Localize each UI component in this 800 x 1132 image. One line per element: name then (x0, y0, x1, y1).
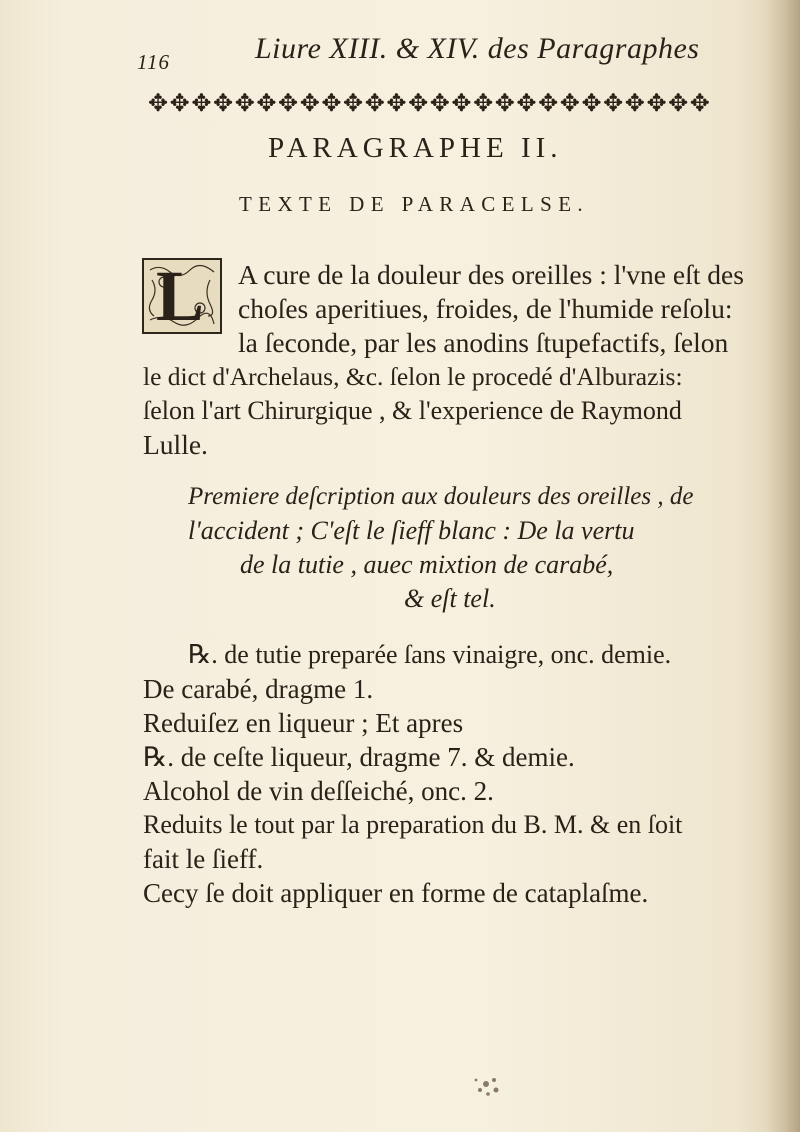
paragraph-heading: PARAGRAPHE II. (268, 132, 563, 164)
ornament-flower-icon: ✥ (473, 90, 492, 117)
ornament-flower-icon: ✥ (668, 90, 687, 117)
ornament-flower-icon: ✥ (603, 90, 622, 117)
ornament-flower-icon: ✥ (343, 90, 362, 117)
ornament-flower-icon: ✥ (494, 90, 513, 117)
page-number: 116 (137, 50, 170, 74)
ornament-flower-icon: ✥ (581, 90, 600, 117)
ornament-flower-icon: ✥ (516, 90, 535, 117)
ornament-flower-icon: ✥ (364, 90, 383, 117)
ornament-flower-icon: ✥ (689, 90, 708, 117)
body-line: le dict d'Archelaus, &c. ſelon le procedé d'Alburazis: (143, 362, 683, 391)
ornament-flower-icon: ✥ (408, 90, 427, 117)
recipe-line: fait le ſieff. (143, 844, 264, 874)
ornament-flower-icon: ✥ (321, 90, 340, 117)
body-line: ſelon l'art Chirurgique , & l'experience de Raymond (143, 396, 682, 425)
ornament-flower-icon: ✥ (234, 90, 253, 117)
ornament-flower-icon: ✥ (559, 90, 578, 117)
ornament-flower-icon: ✥ (148, 90, 167, 117)
ink-stain-icon (466, 1068, 510, 1102)
body-line: la ſeconde, par les anodins ſtupefactifs, ſelon (238, 327, 729, 358)
ornament-flower-icon: ✥ (278, 90, 297, 117)
ornament-flower-icon: ✥ (256, 90, 275, 117)
recipe-line: Reduits le tout par la preparation du B. M. & en ſoit (143, 810, 683, 839)
recipe-line: Cecy ſe doit appliquer en forme de cataplaſme. (143, 878, 649, 908)
italic-heading-line: Premiere deſcription aux douleurs des oreilles , de (188, 483, 694, 510)
recipe-line: Alcohol de vin deſſeiché, onc. 2. (143, 776, 494, 806)
drop-cap-letter: L (156, 256, 205, 336)
italic-heading-line: & eſt tel. (404, 584, 496, 613)
running-head (137, 32, 757, 82)
body-line: choſes aperitiues, froides, de l'humide reſolu: (238, 293, 733, 324)
ornament-flower-icon: ✥ (191, 90, 210, 117)
ornament-flower-icon: ✥ (299, 90, 318, 117)
ornament-flower-icon: ✥ (213, 90, 232, 117)
ornament-flower-icon: ✥ (429, 90, 448, 117)
recipe-line: De carabé, dragme 1. (143, 674, 374, 704)
running-title: Liure XIII. & XIV. des Paragraphes (255, 32, 700, 65)
ornament-flower-icon: ✥ (169, 90, 188, 117)
recipe-line: Reduiſez en liqueur ; Et apres (143, 708, 464, 738)
page-edge-shadow (766, 0, 800, 1132)
italic-heading-line: de la tutie , auec mixtion de carabé, (240, 550, 614, 579)
ornament-flower-icon: ✥ (451, 90, 470, 117)
ornament-flower-icon: ✥ (624, 90, 643, 117)
body-line: A cure de la douleur des oreilles : l'vne eſt des (238, 259, 744, 290)
italic-heading-line: l'accident ; C'eſt le ſieff blanc : De la vertu (188, 516, 635, 545)
body-line: Lulle. (143, 429, 208, 460)
text-source-heading: TEXTE DE PARACELSE. (239, 192, 590, 216)
recipe-line: ℞. de ceſte liqueur, dragme 7. & demie. (143, 742, 575, 772)
decorated-initial-icon (142, 258, 222, 334)
recipe-line: ℞. de tutie preparée ſans vinaigre, onc. demie. (188, 640, 672, 669)
ornament-band (148, 86, 708, 120)
ornament-flower-icon: ✥ (386, 90, 405, 117)
ornament-flower-icon: ✥ (646, 90, 665, 117)
ornament-flower-icon: ✥ (538, 90, 557, 117)
